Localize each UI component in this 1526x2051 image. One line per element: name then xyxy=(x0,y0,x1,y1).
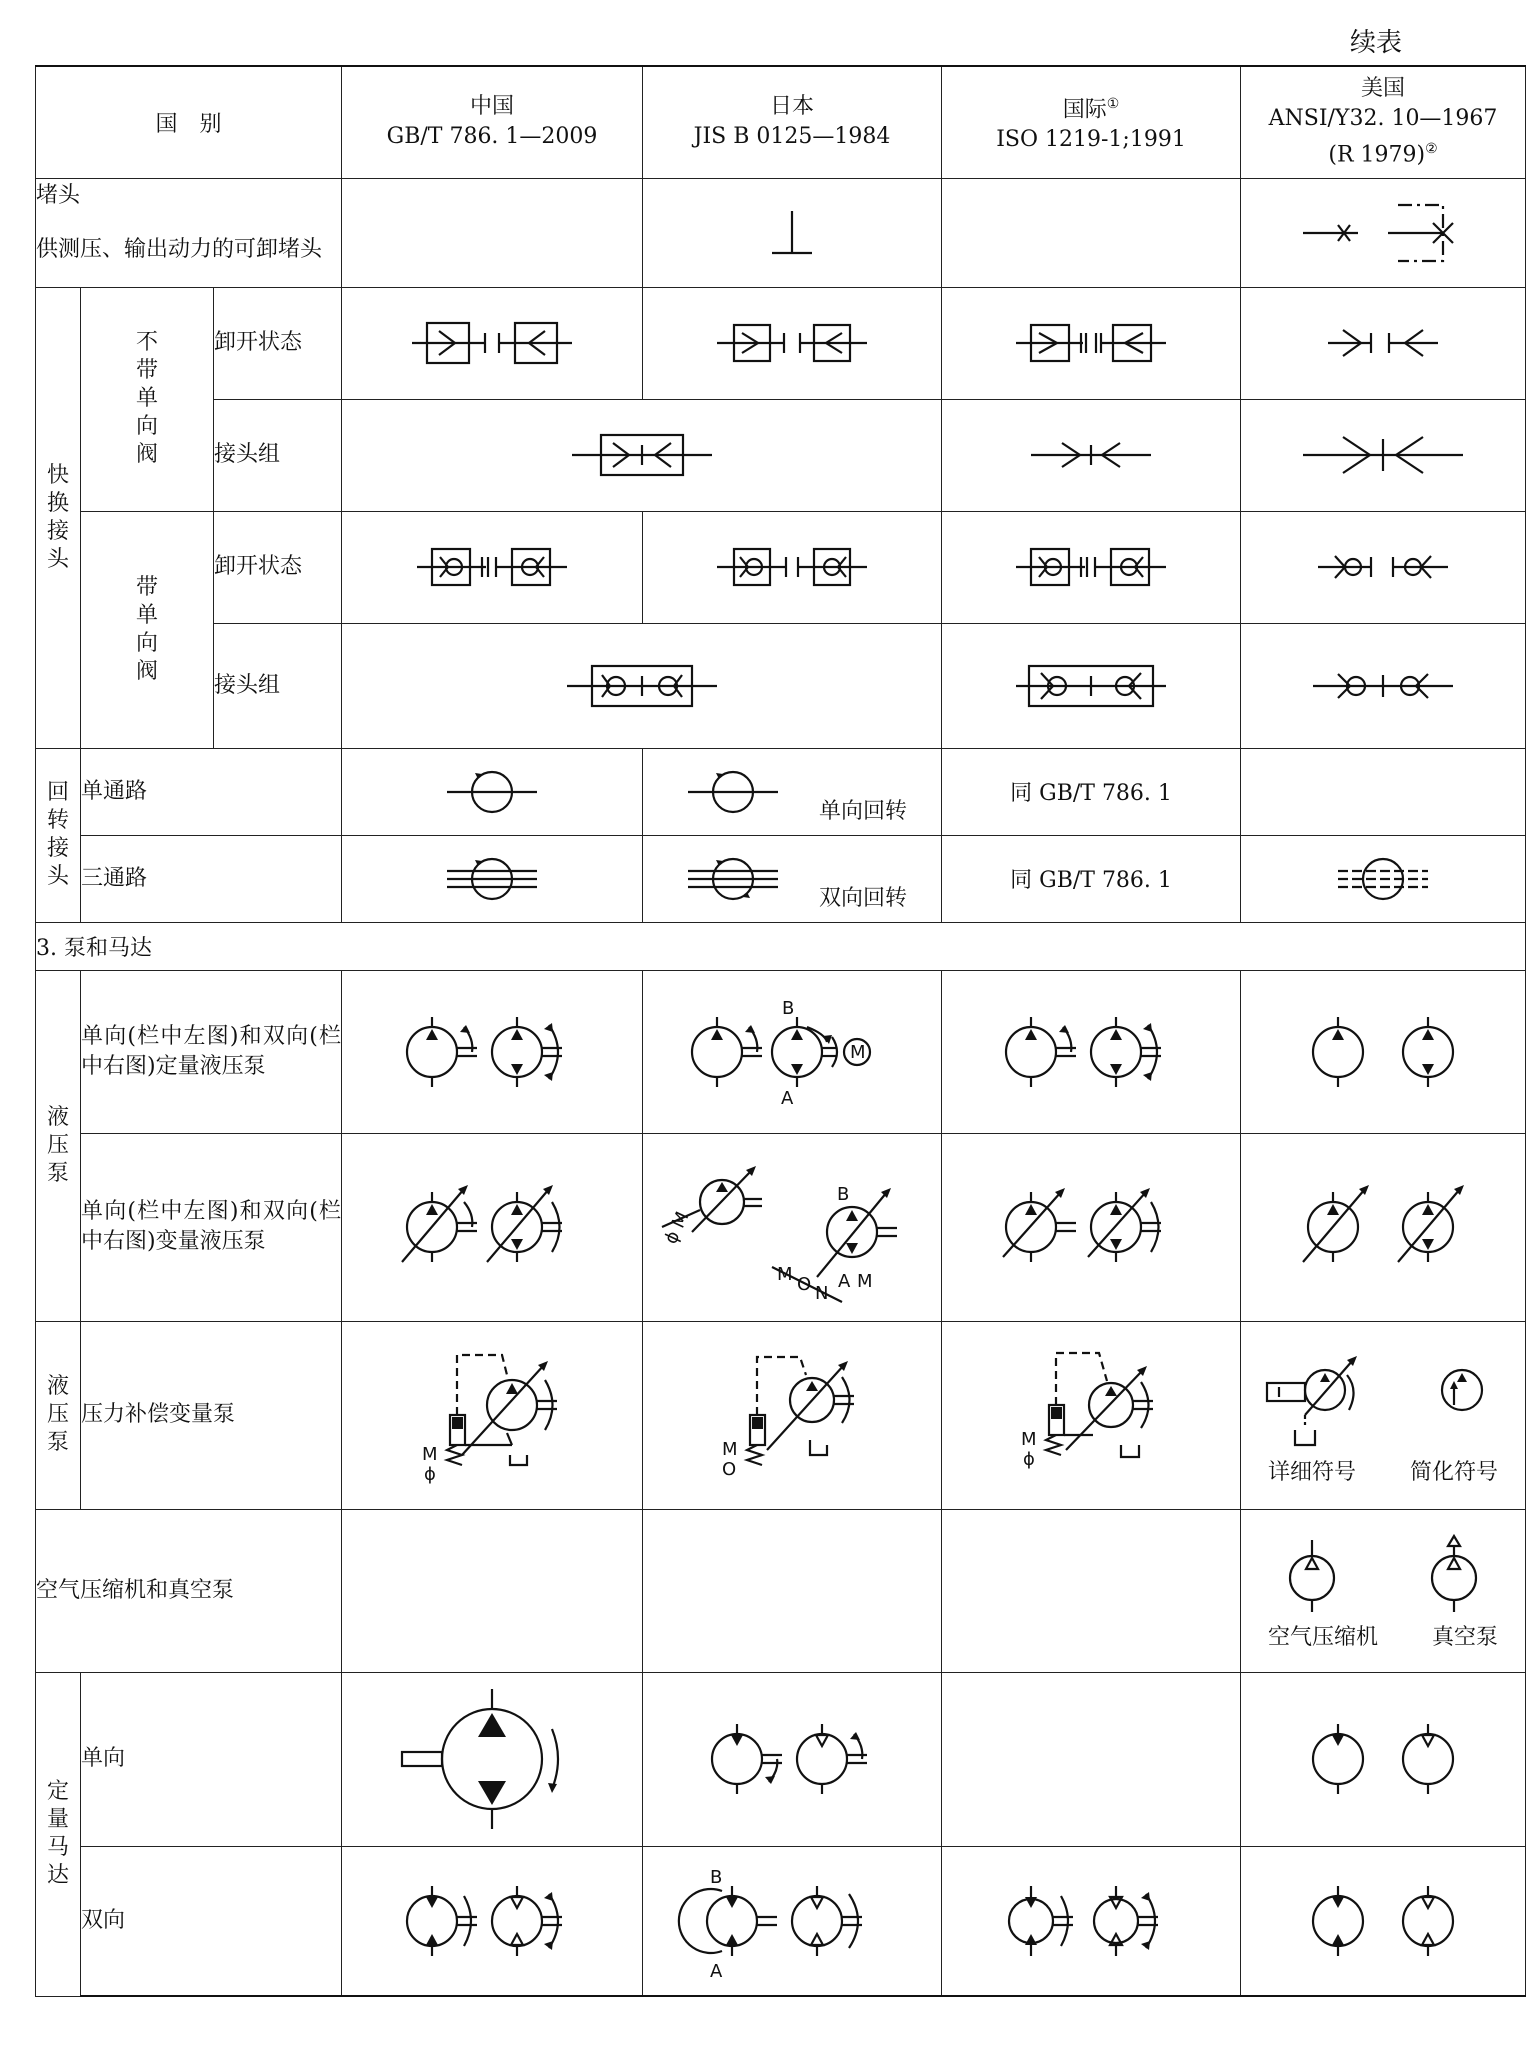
hyd-pump-label: 液压泵 xyxy=(36,970,81,1321)
compensated-pump-detailed-icon xyxy=(1265,1345,1375,1455)
iso-compensated-pump xyxy=(942,1321,1241,1509)
one-way-rotation-caption: 单向回转 xyxy=(819,799,908,824)
jis-no-check-disconnected xyxy=(643,287,942,399)
gb-jis-check-coupled xyxy=(342,623,942,748)
svg-text:B: B xyxy=(710,1866,723,1888)
check-coupler-joined-icon xyxy=(1011,656,1171,716)
detailed-symbol-caption: 详细符号 xyxy=(1268,1459,1357,1485)
jis-motor-bidir xyxy=(643,1846,942,1996)
coupled-label: 接头组 xyxy=(214,623,342,748)
svg-text:B: B xyxy=(837,1184,850,1205)
single-pass-label: 单通路 xyxy=(81,748,342,835)
compensated-pump-icon xyxy=(382,1345,602,1485)
rotary-joint-triple-icon xyxy=(683,849,783,909)
rotary-single-row xyxy=(36,748,1526,835)
svg-text:M: M xyxy=(422,1444,438,1465)
iso-check-coupled xyxy=(942,623,1241,748)
motor-unidir-row xyxy=(36,1672,1526,1846)
gb-check-disconnected xyxy=(342,511,643,623)
svg-text:M: M xyxy=(857,1271,873,1292)
fixed-pump-label: 单向(栏中左图)和双向(栏中右图)定量液压泵 xyxy=(81,970,342,1133)
svg-text:A: A xyxy=(781,1087,794,1109)
simplified-symbol-caption: 简化符号 xyxy=(1410,1459,1499,1485)
fixed-pump-icon xyxy=(677,992,907,1112)
svg-text:A: A xyxy=(838,1271,851,1292)
cell-empty xyxy=(1241,748,1526,835)
hyd-pump-label-2: 液压泵 xyxy=(36,1321,81,1509)
iso-motor-bidir xyxy=(942,1846,1241,1996)
header-japan: 日本 JIS B 0125—1984 xyxy=(643,66,942,178)
coupler-joined-icon xyxy=(1298,425,1468,485)
svg-text:O: O xyxy=(722,1459,737,1480)
bidirectional-label: 双向 xyxy=(81,1846,342,1996)
variable-pump-label: 单向(栏中左图)和双向(栏中右图)变量液压泵 xyxy=(81,1133,342,1321)
rotary-joint-icon xyxy=(442,762,542,822)
svg-text:B: B xyxy=(782,997,795,1019)
header-intl: 国际① ISO 1219-1;1991 xyxy=(942,66,1241,178)
iso-rotary-three: 同 GB/T 786. 1 xyxy=(942,835,1241,922)
usa-air-compressor xyxy=(1241,1509,1526,1672)
compensated-pump-icon xyxy=(981,1345,1201,1485)
fixed-pump-icon xyxy=(991,997,1191,1107)
coupler-open-icon xyxy=(407,313,577,373)
jis-variable-pump xyxy=(643,1133,942,1321)
variable-pump-icon xyxy=(991,1167,1191,1287)
disconnected-label: 卸开状态 xyxy=(214,287,342,399)
usa-no-check-disconnected xyxy=(1241,287,1526,399)
air-compressor-icon xyxy=(1272,1530,1352,1620)
rotary-three-row xyxy=(36,835,1526,922)
plug-row xyxy=(36,178,1526,214)
rotary-joint-triple-icon xyxy=(442,849,542,909)
iso-variable-pump xyxy=(942,1133,1241,1321)
quick-no-check-disconnected-row xyxy=(36,287,1526,399)
iso-check-disconnected xyxy=(942,511,1241,623)
usa-check-coupled xyxy=(1241,623,1526,748)
rotary-joint-label: 回转接头 xyxy=(36,748,81,922)
quick-check-coupled-row xyxy=(36,623,1526,748)
svg-text:A: A xyxy=(710,1960,723,1982)
variable-pump-icon xyxy=(652,1152,932,1302)
rotary-joint-triple-icon xyxy=(1333,849,1433,909)
usa-fixed-pump xyxy=(1241,970,1526,1133)
compensated-pump-label: 压力补偿变量泵 xyxy=(81,1321,342,1509)
header-country: 国 别 xyxy=(36,66,342,178)
jis-compensated-pump xyxy=(643,1321,942,1509)
cell-empty xyxy=(342,1509,643,1672)
coupler-open-icon xyxy=(1011,313,1171,373)
variable-pump-icon xyxy=(1293,1167,1473,1287)
removable-plug-label: 供测压、输出动力的可卸堵头 xyxy=(36,214,342,287)
cell-empty xyxy=(942,1509,1241,1672)
usa-rotary-three xyxy=(1241,835,1526,922)
gb-rotary-three xyxy=(342,835,643,922)
compensated-pump-row xyxy=(36,1321,1526,1509)
coupler-open-icon xyxy=(1323,318,1443,368)
header-row xyxy=(36,66,1526,178)
disconnected-label: 卸开状态 xyxy=(214,511,342,623)
quick-no-check-coupled-row xyxy=(36,399,1526,511)
svg-text:O: O xyxy=(797,1274,812,1295)
quick-check-disconnected-row xyxy=(36,511,1526,623)
gb-compensated-pump xyxy=(342,1321,643,1509)
coupled-label: 接头组 xyxy=(214,399,342,511)
motor-bidir-icon xyxy=(991,1866,1191,1976)
air-compressor-vacuum-label: 空气压缩机和真空泵 xyxy=(36,1509,342,1672)
svg-text:M: M xyxy=(850,1041,866,1063)
gb-motor-bidir xyxy=(342,1846,643,1996)
vacuum-pump-icon xyxy=(1414,1530,1494,1620)
iso-fixed-pump xyxy=(942,970,1241,1133)
usa-compensated-pump xyxy=(1241,1321,1526,1509)
svg-text:ϕ: ϕ xyxy=(424,1464,436,1485)
motor-unidir-large-icon xyxy=(392,1679,592,1839)
motor-bidir-icon xyxy=(692,1861,892,1981)
motor-bidir-row xyxy=(36,1846,1526,1996)
cell-empty xyxy=(342,178,643,287)
with-check-label: 带单向阀 xyxy=(81,511,214,748)
check-coupler-open-icon xyxy=(1313,542,1453,592)
plug-usa-symbol xyxy=(1241,178,1526,287)
jis-check-disconnected xyxy=(643,511,942,623)
two-way-rotation-caption: 双向回转 xyxy=(819,886,908,911)
coupler-open-icon xyxy=(712,313,872,373)
quick-coupler-label: 快换接头 xyxy=(36,287,81,748)
gb-jis-no-check-coupled xyxy=(342,399,942,511)
iso-rotary-single: 同 GB/T 786. 1 xyxy=(942,748,1241,835)
fixed-motor-label: 定量马达 xyxy=(36,1672,81,1996)
iso-no-check-coupled xyxy=(942,399,1241,511)
usa-motor-unidir xyxy=(1241,1672,1526,1846)
section-3-title: 3. 泵和马达 xyxy=(36,922,1526,970)
variable-pump-row xyxy=(36,1133,1526,1321)
fixed-pump-row xyxy=(36,970,1526,1133)
svg-text:M: M xyxy=(1021,1429,1037,1450)
motor-bidir-icon xyxy=(1303,1866,1463,1976)
no-check-label: 不带单向阀 xyxy=(81,287,214,511)
compensated-pump-icon xyxy=(682,1345,902,1485)
coupler-joined-icon xyxy=(567,425,717,485)
air-compressor-caption: 空气压缩机 xyxy=(1268,1625,1379,1650)
plug-japan-symbol xyxy=(643,178,942,287)
fixed-pump-icon xyxy=(1303,997,1463,1107)
svg-text:N: N xyxy=(815,1283,829,1304)
svg-text:ϕ M: ϕ M xyxy=(660,1208,694,1248)
svg-text:M: M xyxy=(777,1264,793,1285)
jis-motor-unidir xyxy=(643,1672,942,1846)
usa-variable-pump xyxy=(1241,1133,1526,1321)
usa-check-disconnected xyxy=(1241,511,1526,623)
fixed-pump-icon xyxy=(392,997,592,1107)
gb-fixed-pump xyxy=(342,970,643,1133)
gb-rotary-single xyxy=(342,748,643,835)
check-coupler-open-icon xyxy=(412,537,572,597)
plug-symbol-icon xyxy=(762,203,822,263)
gb-motor-unidir xyxy=(342,1672,643,1846)
check-coupler-joined-icon xyxy=(562,656,722,716)
check-coupler-open-icon xyxy=(1011,537,1171,597)
removable-plug-icon xyxy=(1298,193,1468,273)
check-coupler-open-icon xyxy=(712,537,872,597)
air-compressor-row xyxy=(36,1509,1526,1672)
motor-unidir-icon xyxy=(697,1704,887,1814)
coupler-joined-icon xyxy=(1026,430,1156,480)
gb-variable-pump xyxy=(342,1133,643,1321)
three-pass-label: 三通路 xyxy=(81,835,342,922)
svg-text:M: M xyxy=(722,1439,738,1460)
compensated-pump-simplified-icon xyxy=(1422,1345,1502,1455)
header-usa: 美国 ANSI/Y32. 10—1967 (R 1979)② xyxy=(1241,66,1526,178)
header-china: 中国 GB/T 786. 1—2009 xyxy=(342,66,643,178)
usa-no-check-coupled xyxy=(1241,399,1526,511)
motor-unidir-icon xyxy=(1303,1704,1463,1814)
rotary-joint-icon xyxy=(683,762,783,822)
cell-empty xyxy=(643,1509,942,1672)
vacuum-pump-caption: 真空泵 xyxy=(1432,1625,1499,1650)
section-3-row xyxy=(36,922,1526,970)
cell-empty xyxy=(942,1672,1241,1846)
iso-no-check-disconnected xyxy=(942,287,1241,399)
gb-no-check-disconnected xyxy=(342,287,643,399)
jis-rotary-single xyxy=(643,748,942,835)
continued-label: 续表 xyxy=(1349,28,1402,58)
check-coupler-joined-icon xyxy=(1308,661,1458,711)
variable-pump-icon xyxy=(392,1167,592,1287)
symbol-standard-table xyxy=(35,65,1526,1997)
jis-rotary-three xyxy=(643,835,942,922)
plug-label: 堵头 xyxy=(36,178,342,214)
cell-empty xyxy=(942,178,1241,287)
motor-bidir-icon xyxy=(392,1866,592,1976)
svg-text:ϕ: ϕ xyxy=(1023,1449,1035,1470)
jis-fixed-pump xyxy=(643,970,942,1133)
unidirectional-label: 单向 xyxy=(81,1672,342,1846)
usa-motor-bidir xyxy=(1241,1846,1526,1996)
